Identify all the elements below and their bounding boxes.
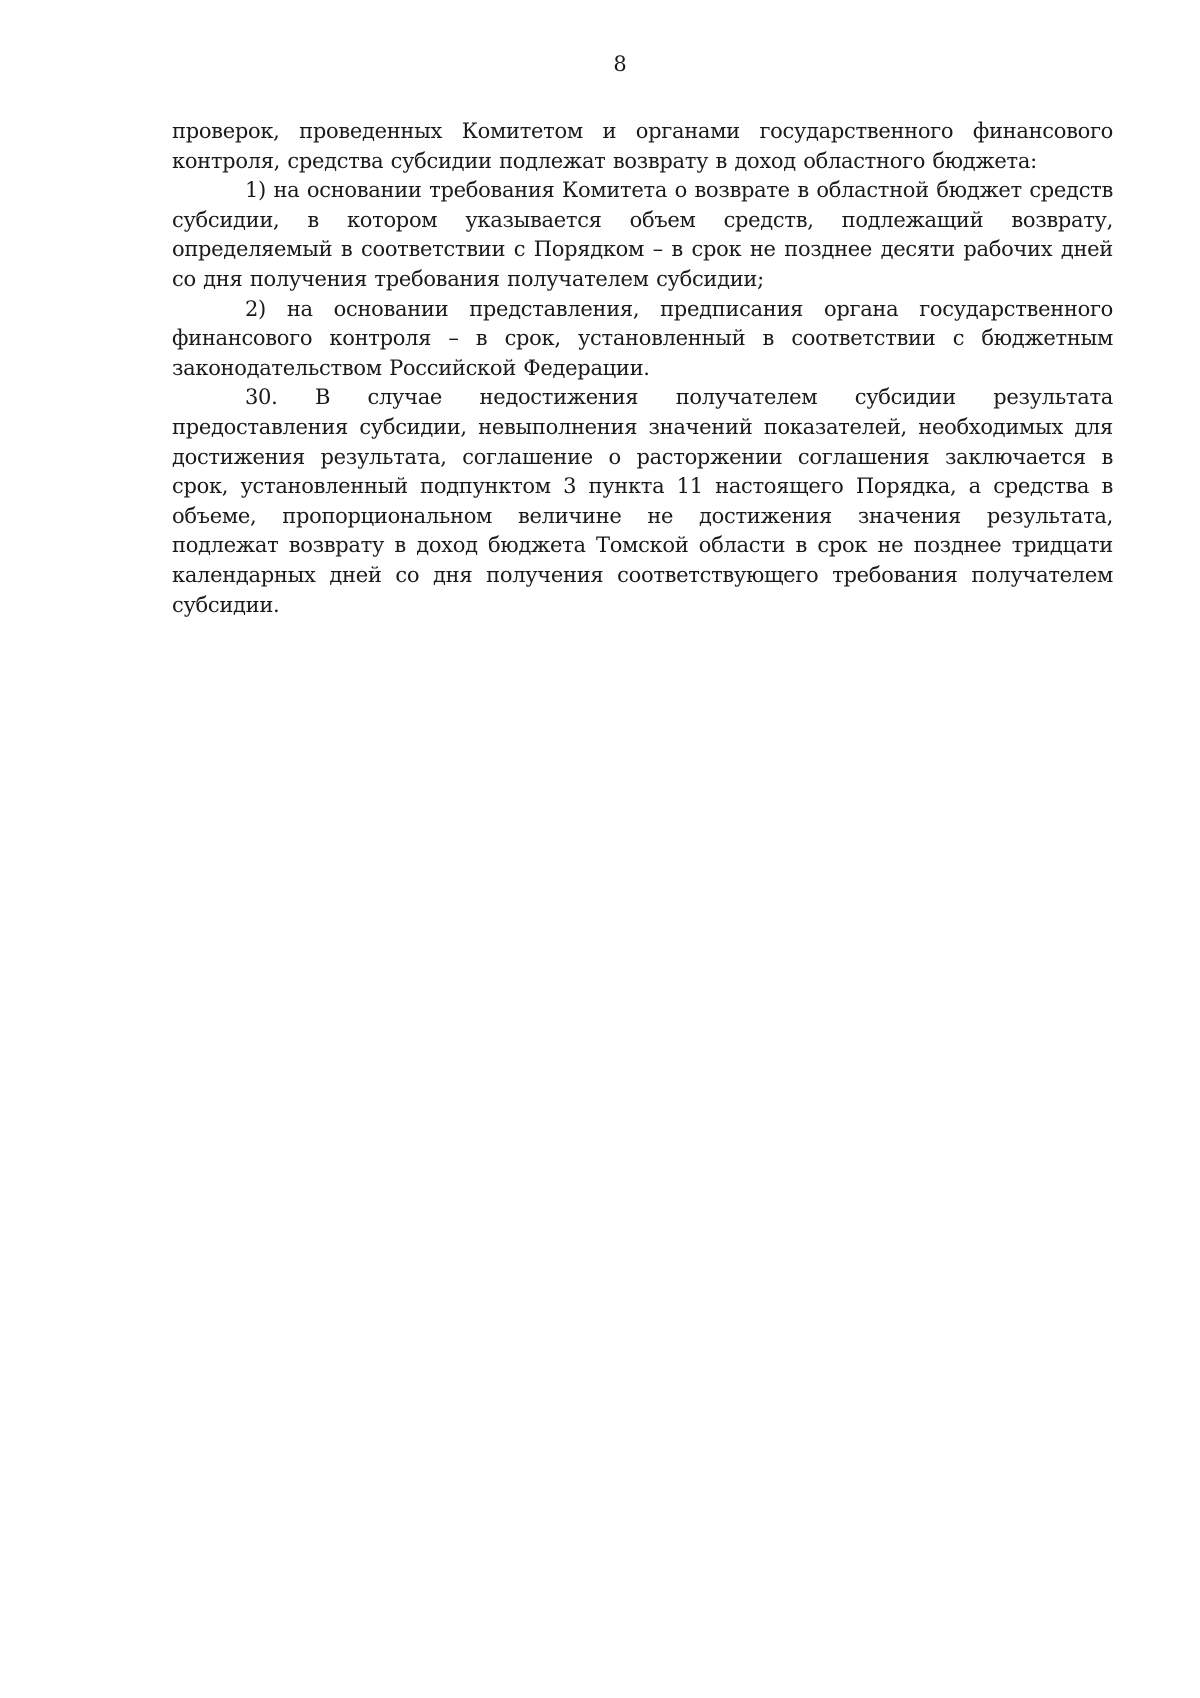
- page-number: 8: [613, 52, 627, 76]
- paragraph-item-1: 1) на основании требования Комитета о возврате в областной бюджет средств субсидии, в котором указывается объем средств, подлежащий возврату, определяемый в соответствии с Порядком – в срок не позднее десяти рабочих дней со дня получения требования получателем субсидии;: [172, 178, 1113, 291]
- paragraph-continuation: проверок, проведенных Комитетом и органами государственного финансового контроля, средства субсидии подлежат возврату в доход областного бюджета:: [172, 119, 1113, 173]
- document-body: [172, 117, 1113, 620]
- paragraph-item-2: 2) на основании представления, предписания органа государственного финансового контроля – в срок, установленный в соответствии с бюджетным законодательством Российской Федерации.: [172, 296, 1113, 380]
- paragraph-clause-30: 30. В случае недостижения получателем субсидии результата предоставления субсидии, невыполнения значений показателей, необходимых для достижения результата, соглашение о расторжении соглашения заключается в срок, установленный подпунктом 3 пункта 11 настоящего Порядка, а средства в объеме, пропорциональном величине не достижения значения результата, подлежат возврату в доход бюджета Томской области в срок не позднее тридцати календарных дней со дня получения соответствующего требования получателем субсидии.: [172, 385, 1113, 617]
